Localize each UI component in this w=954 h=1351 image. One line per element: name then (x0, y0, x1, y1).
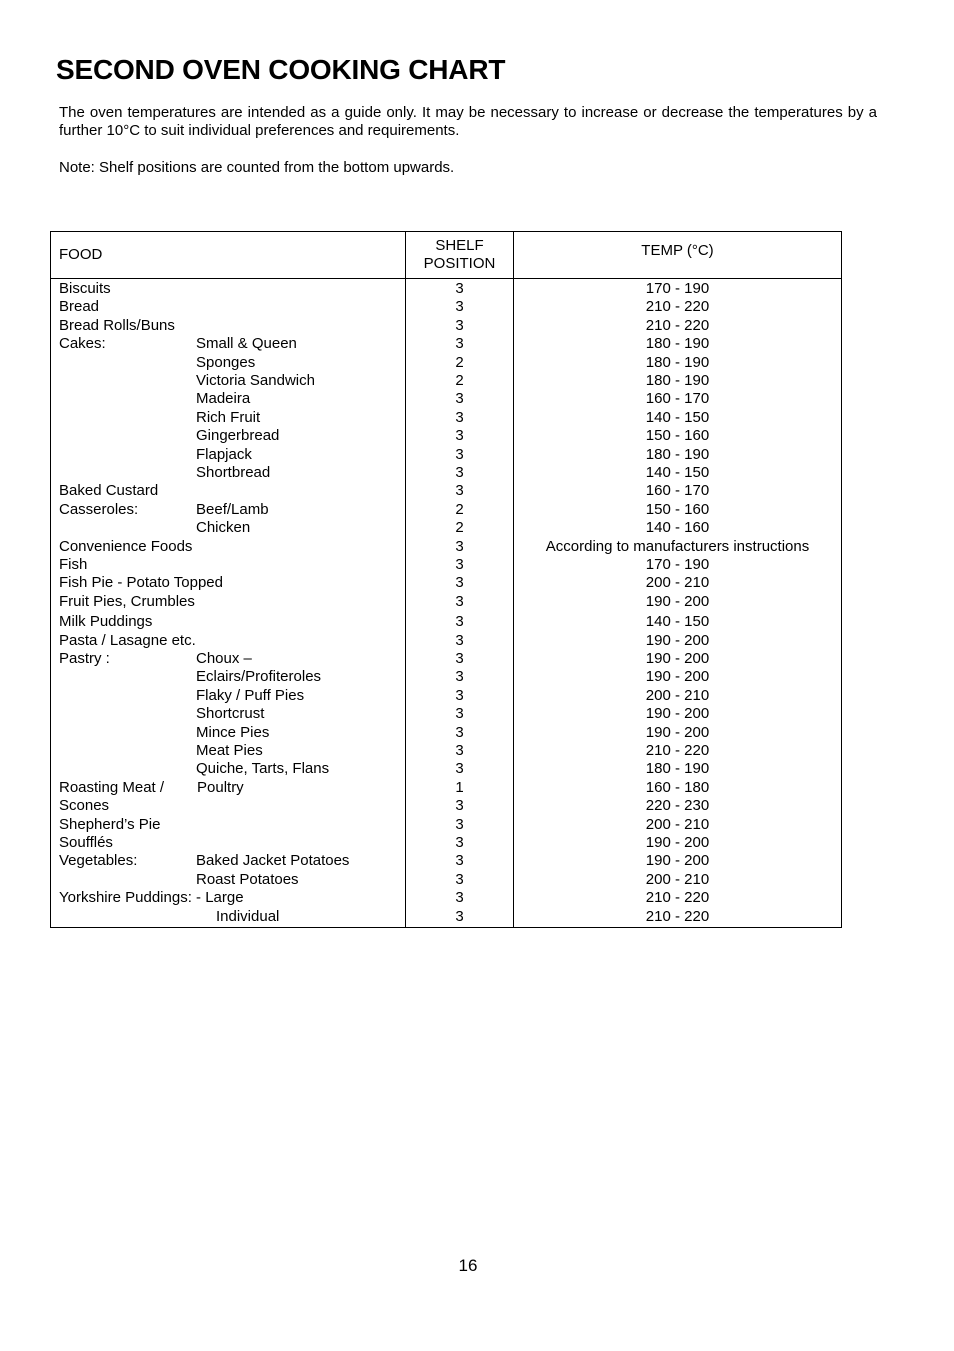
header-shelf-line2: POSITION (423, 255, 496, 272)
table-row (51, 556, 841, 574)
shelf-position-cell: 3 (455, 390, 464, 408)
food-cell: Vegetables: (59, 852, 138, 870)
temperature-cell: 210 - 220 (645, 316, 710, 334)
shelf-position-cell: 3 (455, 445, 464, 463)
food-subtype-cell: Rich Fruit (196, 408, 261, 426)
table-row (51, 501, 841, 519)
food-cell: Bread Rolls/Buns (59, 316, 175, 334)
food-subtype-cell: Chicken (196, 519, 251, 537)
table-row (51, 482, 841, 500)
table-row (51, 464, 841, 482)
food-cell: Fish (59, 556, 88, 573)
food-cell: Pasta / Lasagne etc. (59, 631, 196, 649)
food-subtype-cell: Poultry (197, 778, 244, 796)
table-row (51, 687, 841, 705)
temperature-cell: 180 - 190 (645, 760, 710, 778)
shelf-position-cell: 3 (455, 834, 464, 851)
food-subtype-cell: Flapjack (196, 445, 252, 463)
shelf-position-cell: 3 (455, 723, 464, 741)
table-row (51, 298, 841, 316)
food-cell: Fruit Pies, Crumbles (59, 592, 195, 610)
table-row (51, 797, 841, 815)
temperature-cell: 220 - 230 (645, 797, 710, 815)
shelf-position-cell: 3 (455, 537, 464, 555)
shelf-position-cell: 3 (455, 280, 464, 297)
temperature-cell: 190 - 200 (645, 723, 710, 741)
shelf-position-cell: 3 (455, 592, 464, 610)
temperature-cell: 190 - 200 (645, 631, 710, 649)
food-cell: Soufflés (59, 834, 113, 851)
food-subtype-cell: Beef/Lamb (196, 500, 269, 518)
header-temp: TEMP (°C) (641, 242, 714, 259)
temperature-cell: 160 - 180 (645, 778, 710, 796)
food-cell: Biscuits (59, 280, 111, 297)
temperature-cell: 160 - 170 (645, 390, 710, 408)
temperature-cell: 180 - 190 (645, 353, 710, 371)
temperature-cell: 140 - 150 (645, 613, 710, 631)
shelf-position-cell: 3 (455, 907, 464, 925)
temperature-cell: 190 - 200 (645, 650, 710, 667)
temperature-cell: 170 - 190 (645, 556, 710, 573)
temperature-cell: 210 - 220 (645, 907, 710, 925)
temperature-cell: 190 - 200 (645, 705, 710, 723)
table-row (51, 354, 841, 372)
shelf-position-cell: 3 (455, 889, 464, 907)
shelf-position-cell: 3 (455, 686, 464, 704)
table-row (51, 427, 841, 445)
temperature-cell: 180 - 190 (645, 445, 710, 463)
shelf-position-cell: 3 (455, 427, 464, 445)
food-subtype-cell: Madeira (196, 390, 251, 408)
page-number: 16 (458, 1256, 478, 1275)
table-row (51, 335, 841, 353)
temperature-cell: 170 - 190 (645, 280, 710, 297)
food-cell: Yorkshire Puddings: - Large (59, 889, 244, 907)
shelf-position-cell: 3 (455, 760, 464, 778)
temperature-cell: 190 - 200 (645, 592, 710, 610)
shelf-position-cell: 3 (455, 631, 464, 649)
header-divider (51, 278, 841, 279)
food-cell: Fish Pie - Potato Topped (59, 574, 223, 592)
food-cell: Casseroles: (59, 500, 139, 518)
food-subtype-cell: Flaky / Puff Pies (196, 686, 305, 704)
header-shelf-position (406, 237, 513, 273)
table-row (51, 871, 841, 889)
food-subtype-cell: Mince Pies (196, 723, 270, 741)
food-cell: Cakes: (59, 335, 106, 353)
shelf-position-cell: 3 (455, 797, 464, 815)
temperature-cell: According to manufacturers instructions (545, 537, 810, 555)
shelf-position-cell: 3 (455, 482, 464, 500)
temperature-cell: 140 - 150 (645, 464, 710, 481)
shelf-position-cell: 3 (455, 668, 464, 686)
temperature-cell: 200 - 210 (645, 574, 710, 592)
food-subtype-cell: Victoria Sandwich (196, 372, 315, 389)
temperature-cell: 180 - 190 (645, 335, 710, 353)
temperature-cell: 210 - 220 (645, 298, 710, 316)
table-row (51, 390, 841, 408)
temperature-cell: 210 - 220 (645, 889, 710, 907)
food-subtype-cell: Eclairs/Profiteroles (196, 668, 322, 686)
food-cell: Convenience Foods (59, 537, 193, 555)
shelf-position-cell: 3 (455, 556, 464, 573)
temperature-cell: 180 - 190 (645, 372, 710, 389)
table-row (51, 574, 841, 592)
table-row (51, 760, 841, 778)
food-subtype-cell: Roast Potatoes (196, 870, 299, 888)
food-cell: Pastry : (59, 650, 110, 667)
table-row (51, 650, 841, 668)
shelf-position-cell: 2 (455, 500, 464, 518)
table-row (51, 889, 841, 907)
table-row (51, 613, 841, 631)
table-row (51, 816, 841, 834)
shelf-position-cell: 3 (455, 335, 464, 353)
temperature-cell: 190 - 200 (645, 834, 710, 851)
table-row (51, 742, 841, 760)
shelf-position-cell: 2 (455, 519, 464, 537)
table-row (51, 280, 841, 298)
shelf-position-cell: 3 (455, 705, 464, 723)
shelf-position-cell: 3 (455, 316, 464, 334)
shelf-position-cell: 3 (455, 742, 464, 759)
shelf-position-cell: 3 (455, 650, 464, 667)
shelf-position-cell: 3 (455, 298, 464, 316)
table-row (51, 705, 841, 723)
shelf-position-cell: 1 (455, 778, 464, 796)
cooking-chart-table (50, 231, 842, 928)
table-row (51, 409, 841, 427)
table-row (51, 724, 841, 742)
food-subtype-cell: Small & Queen (196, 335, 297, 353)
food-subtype-cell: Gingerbread (196, 427, 280, 445)
header-shelf-line1: SHELF (435, 237, 484, 254)
food-subtype-cell: Meat Pies (196, 742, 263, 759)
table-row (51, 668, 841, 686)
temperature-cell: 200 - 210 (645, 686, 710, 704)
table-row (51, 317, 841, 335)
food-subtype-cell: Baked Jacket Potatoes (196, 852, 350, 870)
temperature-cell: 140 - 150 (645, 408, 710, 426)
temperature-cell: 160 - 170 (645, 482, 710, 500)
temperature-cell: 140 - 160 (645, 519, 710, 537)
table-row (51, 908, 841, 926)
shelf-position-cell: 3 (455, 574, 464, 592)
food-subtype-cell: Quiche, Tarts, Flans (196, 760, 330, 778)
shelf-position-cell: 3 (455, 870, 464, 888)
header-food: FOOD (59, 246, 103, 263)
table-row (51, 779, 841, 797)
table-row (51, 852, 841, 870)
shelf-position-cell: 3 (455, 852, 464, 870)
temperature-cell: 200 - 210 (645, 815, 710, 833)
page-title: SECOND OVEN COOKING CHART (56, 54, 506, 85)
table-row (51, 632, 841, 650)
intro-paragraph: The oven temperatures are intended as a guide only. It may be necessary to increase or decrease the temperatures by a further 10°C to suit individual preferences and requirements. (59, 104, 877, 139)
shelf-position-cell: 2 (455, 372, 464, 389)
food-cell: Roasting Meat / (59, 778, 165, 796)
temperature-cell: 200 - 210 (645, 870, 710, 888)
shelf-position-cell: 2 (455, 353, 464, 371)
table-row (51, 372, 841, 390)
table-row (51, 519, 841, 537)
shelf-note: Note: Shelf positions are counted from the bottom upwards. (59, 159, 455, 176)
food-subtype-cell: Shortbread (196, 464, 271, 481)
table-row (51, 538, 841, 556)
food-subtype-cell: Shortcrust (196, 705, 265, 723)
table-row (51, 446, 841, 464)
shelf-position-cell: 3 (455, 613, 464, 631)
food-cell: Baked Custard (59, 482, 159, 500)
temperature-cell: 150 - 160 (645, 500, 710, 518)
food-cell: Bread (59, 298, 100, 316)
food-cell: Scones (59, 797, 110, 815)
shelf-position-cell: 3 (455, 408, 464, 426)
table-row (51, 593, 841, 611)
food-subtype-cell: Choux – (196, 650, 252, 667)
temperature-cell: 210 - 220 (645, 742, 710, 759)
temperature-cell: 190 - 200 (645, 852, 710, 870)
shelf-position-cell: 3 (455, 815, 464, 833)
food-cell: Shepherd’s Pie (59, 815, 161, 833)
temperature-cell: 190 - 200 (645, 668, 710, 686)
food-cell: Milk Puddings (59, 613, 153, 631)
temperature-cell: 150 - 160 (645, 427, 710, 445)
food-subtype-cell: Individual (216, 907, 280, 925)
shelf-position-cell: 3 (455, 464, 464, 481)
food-subtype-cell: Sponges (196, 353, 256, 371)
table-row (51, 834, 841, 852)
